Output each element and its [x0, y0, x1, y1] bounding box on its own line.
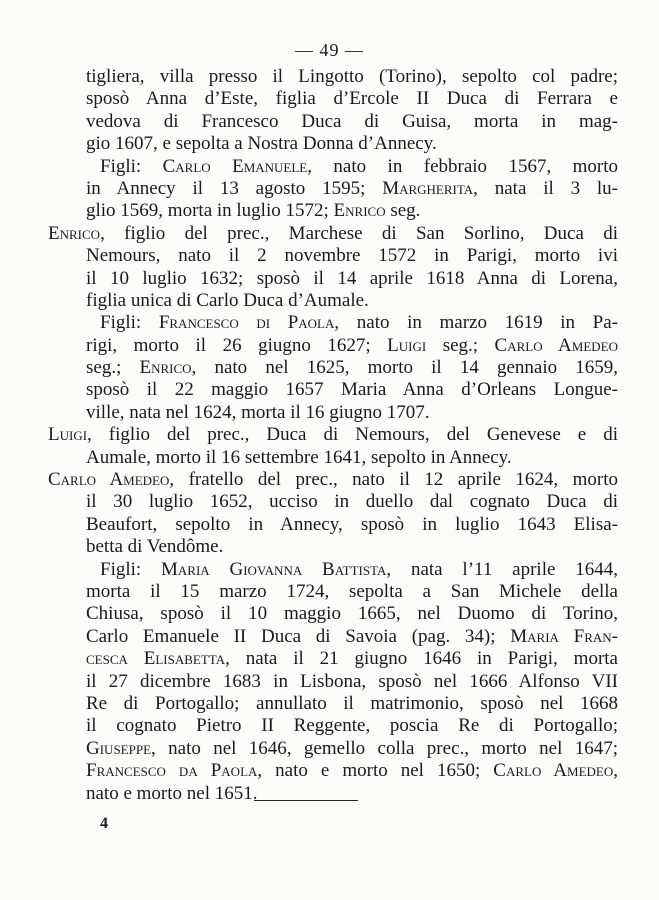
- text-run: Beaufort, sepolto in Annecy, sposò in luglio 1643 Elisa-: [86, 513, 618, 535]
- text-run: in Annecy il 13 agosto 1595;: [86, 177, 383, 199]
- text-line: [48, 671, 618, 693]
- text-line: [48, 491, 618, 513]
- text-line: [48, 514, 618, 536]
- person-name: Francesco di Paola: [158, 312, 335, 334]
- text-line: [48, 178, 618, 200]
- text-line: [48, 783, 618, 805]
- text-run: , nata l’11 aprile 1644,: [386, 558, 618, 580]
- text-run: il 10 luglio 1632; sposò il 14 aprile 1618 Anna di Lorena,: [86, 267, 618, 289]
- text-line: [48, 559, 618, 581]
- text-run: Figli:: [100, 155, 163, 177]
- person-name: Luigi: [387, 334, 427, 356]
- text-run: Figli:: [100, 312, 159, 334]
- body-text: [48, 66, 618, 805]
- text-run: , nato nel 1625, morto il 14 gennaio 1659,: [191, 357, 619, 379]
- text-run: , nata il 21 giugno 1646 in Parigi, morta: [225, 648, 618, 670]
- person-name: Carlo Amedeo: [494, 334, 618, 356]
- text-run: seg.;: [86, 357, 140, 379]
- person-name: Enrico: [333, 200, 386, 222]
- text-line: [48, 648, 618, 670]
- text-line: [48, 715, 618, 737]
- text-line: [48, 66, 618, 88]
- text-line: [48, 133, 618, 155]
- text-run: il 27 dicembre 1683 in Lisbona, sposò nel 1666 Alfonso VII: [86, 670, 618, 692]
- text-run: nato e morto nel 1651.: [86, 782, 258, 804]
- text-line: [48, 223, 618, 245]
- text-line: [48, 357, 618, 379]
- person-name: Maria Giovanna Battista: [161, 558, 387, 580]
- person-name: cesca Elisabetta: [86, 648, 226, 670]
- text-run: Re di Portogallo; annullato il matrimonio, sposò nel 1668: [86, 692, 618, 714]
- person-name: Luigi: [48, 424, 88, 446]
- text-line: [48, 447, 618, 469]
- person-name: Carlo Amedeo: [493, 760, 614, 782]
- text-line: [48, 245, 618, 267]
- text-run: morta il 15 marzo 1724, sepolta a San Michele della: [86, 580, 618, 602]
- text-run: , figlio del prec., Marchese di San Sorlino, Duca di: [100, 222, 618, 244]
- person-name: Maria Fran-: [510, 625, 618, 647]
- text-run: il 30 luglio 1652, ucciso in duello dal cognato Duca di: [86, 491, 618, 513]
- text-run: rigi, morto il 26 giugno 1627;: [86, 334, 388, 356]
- text-line: [48, 536, 618, 558]
- person-name: Carlo Amedeo: [48, 469, 170, 491]
- text-run: gio 1607, e sepolta a Nostra Donna d’Annecy.: [86, 133, 437, 155]
- text-line: [48, 424, 618, 446]
- text-run: ,: [613, 760, 618, 782]
- text-run: , figlio del prec., Duca di Nemours, del Genevese e di: [87, 424, 618, 446]
- text-line: [48, 626, 618, 648]
- text-run: , nato e morto nel 1650;: [257, 760, 494, 782]
- signature-mark: 4: [100, 815, 108, 832]
- text-line: [48, 200, 618, 222]
- text-run: , nata il 3 lu-: [473, 177, 618, 199]
- text-line: [48, 379, 618, 401]
- text-line: [48, 469, 618, 491]
- text-run: glio 1569, morta in luglio 1572;: [86, 200, 334, 222]
- text-run: seg.: [385, 200, 421, 222]
- text-line: [48, 402, 618, 424]
- text-line: [48, 88, 618, 110]
- text-line: [48, 268, 618, 290]
- text-run: sposò Anna d’Este, figlia d’Ercole II Duca di Ferrara e: [86, 88, 618, 110]
- text-line: [48, 335, 618, 357]
- text-run: vedova di Francesco Duca di Guisa, morta in mag-: [86, 110, 618, 132]
- text-line: [48, 738, 618, 760]
- text-line: [48, 760, 618, 782]
- text-run: seg.;: [426, 334, 495, 356]
- text-run: betta di Vendôme.: [86, 536, 224, 558]
- text-run: ville, nata nel 1624, morta il 16 giugno 1707.: [86, 401, 430, 423]
- text-run: , fratello del prec., nato il 12 aprile 1624, morto: [169, 469, 618, 491]
- page-number: — 49 —: [295, 40, 364, 60]
- text-run: il cognato Pietro II Reggente, poscia Re di Portogallo;: [86, 715, 618, 737]
- person-name: Enrico: [48, 222, 101, 244]
- person-name: Carlo Emanuele: [162, 155, 308, 177]
- text-line: [48, 312, 618, 334]
- text-run: Nemours, nato il 2 novembre 1572 in Parigi, morto ivi: [86, 245, 618, 267]
- person-name: Margherita: [382, 177, 474, 199]
- text-run: , nato in marzo 1619 in Pa-: [334, 312, 618, 334]
- text-run: sposò il 22 maggio 1657 Maria Anna d’Orleans Longue-: [86, 379, 618, 401]
- text-run: , nato in febbraio 1567, morto: [307, 155, 619, 177]
- text-line: [48, 693, 618, 715]
- text-line: [48, 111, 618, 133]
- text-line: [48, 156, 618, 178]
- text-run: Carlo Emanuele II Duca di Savoia (pag. 34);: [86, 625, 511, 647]
- person-name: Francesco da Paola: [86, 760, 258, 782]
- text-line: [48, 581, 618, 603]
- person-name: Enrico: [139, 357, 192, 379]
- section-divider: [254, 800, 358, 801]
- text-run: , nato nel 1646, gemello colla prec., morto nel 1647;: [151, 737, 618, 759]
- text-run: Chiusa, sposò il 10 maggio 1665, nel Duomo di Torino,: [86, 603, 618, 625]
- person-name: Giuseppe: [86, 737, 152, 759]
- text-line: [48, 290, 618, 312]
- text-run: Aumale, morto il 16 settembre 1641, sepolto in Annecy.: [86, 446, 512, 468]
- text-run: tigliera, villa presso il Lingotto (Torino), sepolto col padre;: [86, 66, 618, 87]
- text-run: figlia unica di Carlo Duca d’Aumale.: [86, 289, 369, 311]
- text-line: [48, 603, 618, 625]
- text-run: Figli:: [100, 558, 162, 580]
